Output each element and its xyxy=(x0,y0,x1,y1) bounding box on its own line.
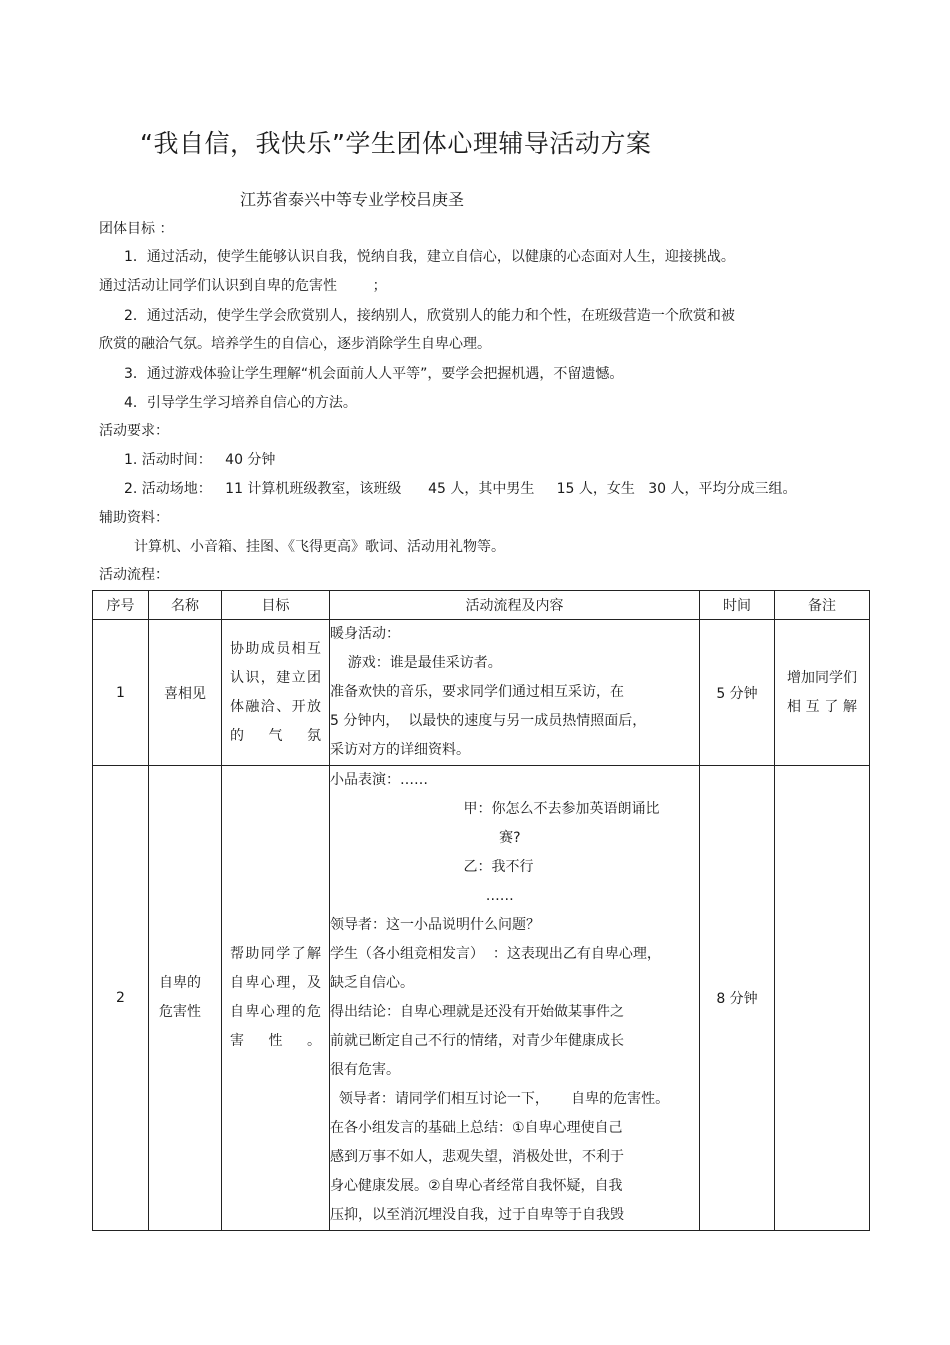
row-time: 5 分钟 xyxy=(700,620,775,766)
requirement-time: 1. 活动时间： 40 分钟 xyxy=(124,452,276,468)
content-line: 游戏：谁是最佳采访者。 xyxy=(330,655,502,671)
header-name: 名称 xyxy=(149,591,222,620)
goal-4: 4．引导学生学习培养自信心的方法。 xyxy=(124,395,357,411)
table-row xyxy=(93,620,870,766)
content-line: 前就已断定自己不行的情绪，对青少年健康成长 xyxy=(330,1033,624,1049)
content-line: 暖身活动： xyxy=(330,626,400,642)
content-line: 得出结论：自卑心理就是还没有开始做某事件之 xyxy=(330,1004,624,1020)
row-content xyxy=(330,620,700,766)
row-note: 增加同学们相互了解 xyxy=(787,669,857,715)
row-no: 1 xyxy=(93,620,149,766)
goal-3: 3．通过游戏体验让学生理解“机会面前人人平等”，要学会把握机遇，不留遗憾。 xyxy=(124,366,624,382)
row-no: 2 xyxy=(93,766,149,1231)
content-line: 压抑，以至消沉埋没自我，过于自卑等于自我毁 xyxy=(330,1207,624,1223)
row-goal: 帮助同学了解自卑心理，及自卑心理的危害性。 xyxy=(230,946,321,1049)
content-line: 缺乏自信心。 xyxy=(330,975,414,991)
content-line: 领导者：请同学们相互讨论一下， 自卑的危害性。 xyxy=(330,1091,670,1107)
content-line: 学生（各小组竞相发言） ：这表现出乙有自卑心理， xyxy=(330,946,661,962)
header-no: 序号 xyxy=(93,591,149,620)
content-line: 甲：你怎么不去参加英语朗诵比 xyxy=(330,801,660,817)
goal-1-continued: 通过活动让同学们认识到自卑的危害性 ； xyxy=(99,278,387,294)
materials-heading: 辅助资料： xyxy=(99,510,169,526)
content-line: 采访对方的详细资料。 xyxy=(330,742,470,758)
header-goal: 目标 xyxy=(222,591,330,620)
header-content: 活动流程及内容 xyxy=(330,591,700,620)
goal-1: 1．通过活动，使学生能够认识自我，悦纳自我，建立自信心，以健康的心态面对人生，迎接挑战。 xyxy=(124,249,735,265)
content-line: 感到万事不如人，悲观失望，消极处世，不利于 xyxy=(330,1149,624,1165)
row-name: 喜相见 xyxy=(149,620,222,766)
content-line: 小品表演：…… xyxy=(330,772,428,788)
requirements-heading: 活动要求： xyxy=(99,423,169,439)
content-line: 在各小组发言的基础上总结：①自卑心理使自己 xyxy=(330,1120,623,1136)
requirement-venue: 2. 活动场地： 11 计算机班级教室，该班级 45 人，其中男生 15 人，女生 30 人，平均分成三组。 xyxy=(124,481,797,497)
content-line: 准备欢快的音乐，要求同学们通过相互采访，在 xyxy=(330,684,624,700)
content-line: …… xyxy=(330,888,514,904)
author-line: 江苏省泰兴中等专业学校吕庚圣 xyxy=(240,190,465,209)
row-name: 自卑的危害性 xyxy=(159,975,201,1020)
activity-flow-table xyxy=(92,590,870,1231)
materials-text: 计算机、小音箱、挂图、《飞得更高》歌词、活动用礼物等。 xyxy=(134,539,505,555)
content-line: 赛? xyxy=(330,830,521,846)
table-header-row xyxy=(93,591,870,620)
goal-2: 2．通过活动，使学生学会欣赏别人，接纳别人，欣赏别人的能力和个性，在班级营造一个欣赏和被 xyxy=(124,308,735,324)
content-line: 领导者：这一小品说明什么问题？ xyxy=(330,917,540,933)
flow-heading: 活动流程： xyxy=(99,567,169,583)
page-title: “我自信，我快乐”学生团体心理辅导活动方案 xyxy=(140,129,652,158)
content-line: 很有危害。 xyxy=(330,1062,400,1078)
content-line: 5 分钟内， 以最快的速度与另一成员热情照面后， xyxy=(330,713,647,729)
content-line: 身心健康发展。②自卑心者经常自我怀疑，自我 xyxy=(330,1178,623,1194)
goal-2-continued: 欣赏的融洽气氛。培养学生的自信心，逐步消除学生自卑心理。 xyxy=(99,336,491,352)
header-note: 备注 xyxy=(775,591,870,620)
content-line: 乙：我不行 xyxy=(330,859,534,875)
goals-heading: 团体目标 ： xyxy=(99,221,174,237)
row-goal: 协助成员相互认识，建立团体融洽、开放的气氛 xyxy=(230,640,321,744)
header-time: 时间 xyxy=(700,591,775,620)
row-note xyxy=(775,766,870,1231)
row-content xyxy=(330,766,700,1231)
row-time: 8 分钟 xyxy=(700,766,775,1231)
table-row xyxy=(93,766,870,1231)
